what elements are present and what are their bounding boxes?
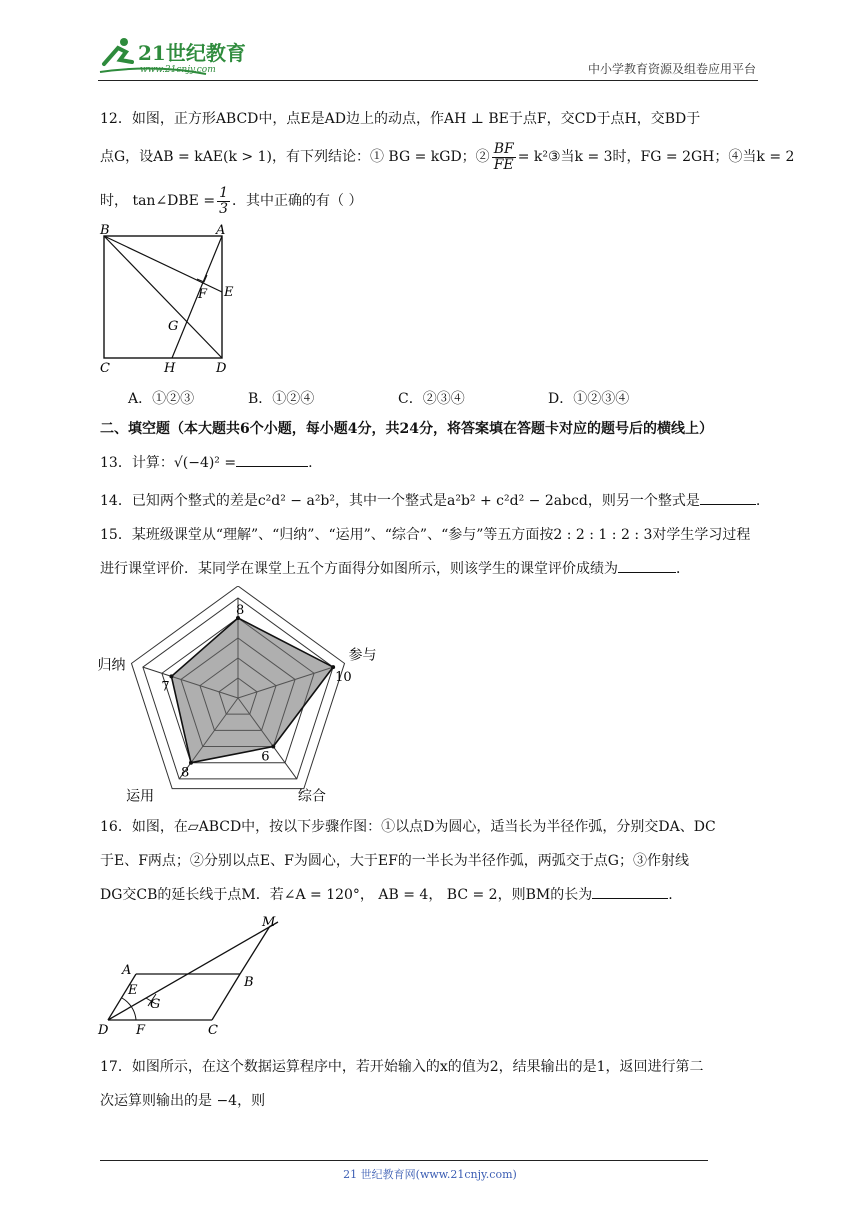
q12-line2-b: = k²③当k = 3时，FG = 2GH；④当k = 2 bbox=[517, 149, 795, 166]
q12-tan-num: 1 bbox=[219, 185, 229, 201]
q16-line3-text: DG交CB的延长线于点M．若∠A = 120°， AB = 4， BC = 2，则BM的长为 bbox=[100, 887, 593, 903]
q15-radar-chart bbox=[96, 586, 386, 804]
q12-option-c[interactable]: C．②③④ bbox=[398, 391, 465, 407]
q16-answer-blank[interactable] bbox=[592, 884, 668, 899]
q12-fraction bbox=[492, 142, 516, 172]
radar-point bbox=[271, 745, 275, 749]
fig12-label-A: A bbox=[216, 223, 226, 238]
fig16-label-G: G bbox=[150, 997, 161, 1012]
radar-axis-label: 运用 bbox=[126, 788, 155, 804]
radar-axis-label: 归纳 bbox=[97, 657, 126, 674]
q12-tan-fraction bbox=[217, 186, 230, 216]
q16-line1: 16．如图，在▱ABCD中，按以下步骤作图：①以点D为圆心，适当长为半径作弧，分别交DA、DC bbox=[100, 819, 716, 835]
radar-value-label: 8 bbox=[180, 765, 190, 781]
radar-axis-label: 参与 bbox=[348, 647, 377, 664]
fig12-label-D: D bbox=[216, 361, 227, 376]
q17-line1: 17．如图所示，在这个数据运算程序中，若开始输入的x的值为2，结果输出的是1，返回进行第二 bbox=[100, 1059, 704, 1075]
radar-point bbox=[189, 761, 193, 765]
q15-suffix: ． bbox=[676, 561, 690, 577]
fig16-label-C: C bbox=[208, 1023, 218, 1038]
q12-frac-num: BF bbox=[493, 141, 514, 157]
q15-line2-text: 进行课堂评价．某同学在课堂上五个方面得分如图所示，则该学生的课堂评价成绩为 bbox=[100, 561, 618, 577]
q13-prefix: 13．计算： bbox=[100, 455, 174, 471]
q12-option-d[interactable]: D．①②③④ bbox=[548, 391, 630, 407]
fig12-label-H: H bbox=[164, 361, 176, 376]
q13-suffix: . bbox=[308, 455, 313, 471]
radar-axis-label: 综合 bbox=[297, 788, 326, 804]
header-divider bbox=[98, 80, 758, 81]
q13-answer-blank[interactable] bbox=[236, 452, 308, 467]
q13-line bbox=[100, 452, 313, 472]
fig12-label-E: E bbox=[224, 285, 234, 300]
fig16-label-D: D bbox=[98, 1023, 109, 1038]
q12-line3 bbox=[100, 186, 362, 216]
platform-name: 中小学教育资源及组卷应用平台 bbox=[587, 62, 756, 76]
site-logo bbox=[96, 34, 266, 80]
q12-frac-den: FE bbox=[493, 156, 514, 173]
fig16-label-B: B bbox=[244, 975, 254, 990]
section-2-heading: 二、填空题（本大题共6个小题，每小题4分，共24分，将答案填在答题卡对应的题号后的横线上） bbox=[100, 421, 713, 437]
q16-line2: 于E、F两点；②分别以点E、F为圆心，大于EF的一半长为半径作弧，两弧交于点G；③作射线 bbox=[100, 853, 689, 869]
fig16-label-M: M bbox=[262, 915, 276, 930]
q15-answer-blank[interactable] bbox=[618, 558, 676, 573]
q12-line2-a: 点G，设AB = kAE(k > 1)，有下列结论：① BG = kGD；② bbox=[100, 149, 490, 166]
radar-value-label: 7 bbox=[161, 679, 170, 695]
fig12-label-F: F bbox=[198, 287, 208, 302]
logo-text: 21世纪教育 bbox=[138, 41, 246, 65]
fig16-label-E: E bbox=[128, 983, 138, 998]
q12-line2 bbox=[100, 142, 794, 172]
q12-tan-den: 3 bbox=[219, 200, 229, 217]
radar-value-label: 10 bbox=[335, 670, 352, 686]
q14-text: 14．已知两个整式的差是c²d² − a²b²，其中一个整式是a²b² + c²d² − 2abcd，则另一个整式是 bbox=[100, 493, 700, 509]
q17-line2: 次运算则输出的是 −4，则 bbox=[100, 1093, 266, 1109]
fig16-label-F: F bbox=[136, 1023, 146, 1038]
q16-suffix: . bbox=[668, 887, 673, 903]
fig12-label-B: B bbox=[100, 223, 110, 238]
radar-value-label: 8 bbox=[236, 603, 245, 618]
q15-line2 bbox=[100, 558, 690, 578]
fig16-label-A: A bbox=[122, 963, 132, 978]
radar-value-label: 6 bbox=[261, 749, 270, 765]
q12-option-b[interactable]: B．①②④ bbox=[248, 391, 315, 407]
q12-square-figure bbox=[96, 222, 256, 378]
q16-line3 bbox=[100, 884, 673, 904]
q14-answer-blank[interactable] bbox=[700, 490, 756, 505]
footer-divider bbox=[100, 1160, 708, 1161]
q15-line1: 15．某班级课堂从“理解”、“归纳”、“运用”、“综合”、“参与”等五方面按2 : 2 : 1 : 2 : 3对学生学习过程 bbox=[100, 527, 751, 543]
fig12-label-G: G bbox=[168, 319, 179, 334]
radar-point bbox=[331, 665, 335, 669]
q12-line3-a: 时， tan∠DBE = bbox=[100, 193, 216, 210]
fig12-label-C: C bbox=[100, 361, 110, 376]
q16-parallelogram-figure bbox=[96, 912, 286, 1040]
logo-url: www.21cnjy.com bbox=[140, 65, 216, 75]
q13-expression: √(−4)² = bbox=[173, 455, 237, 471]
q12-option-a[interactable]: A．①②③ bbox=[128, 391, 195, 407]
q14-suffix: . bbox=[755, 493, 761, 509]
radar-point bbox=[169, 674, 173, 678]
q14-line bbox=[100, 490, 760, 510]
footer-text: 21 世纪教育网(www.21cnjy.com) bbox=[343, 1168, 517, 1181]
q12-line1: 12．如图，正方形ABCD中，点E是AD边上的动点，作AH ⊥ BE于点F，交CD于点H，交BD于 bbox=[100, 111, 701, 127]
q12-line3-b: ．其中正确的有（ ） bbox=[232, 193, 363, 210]
